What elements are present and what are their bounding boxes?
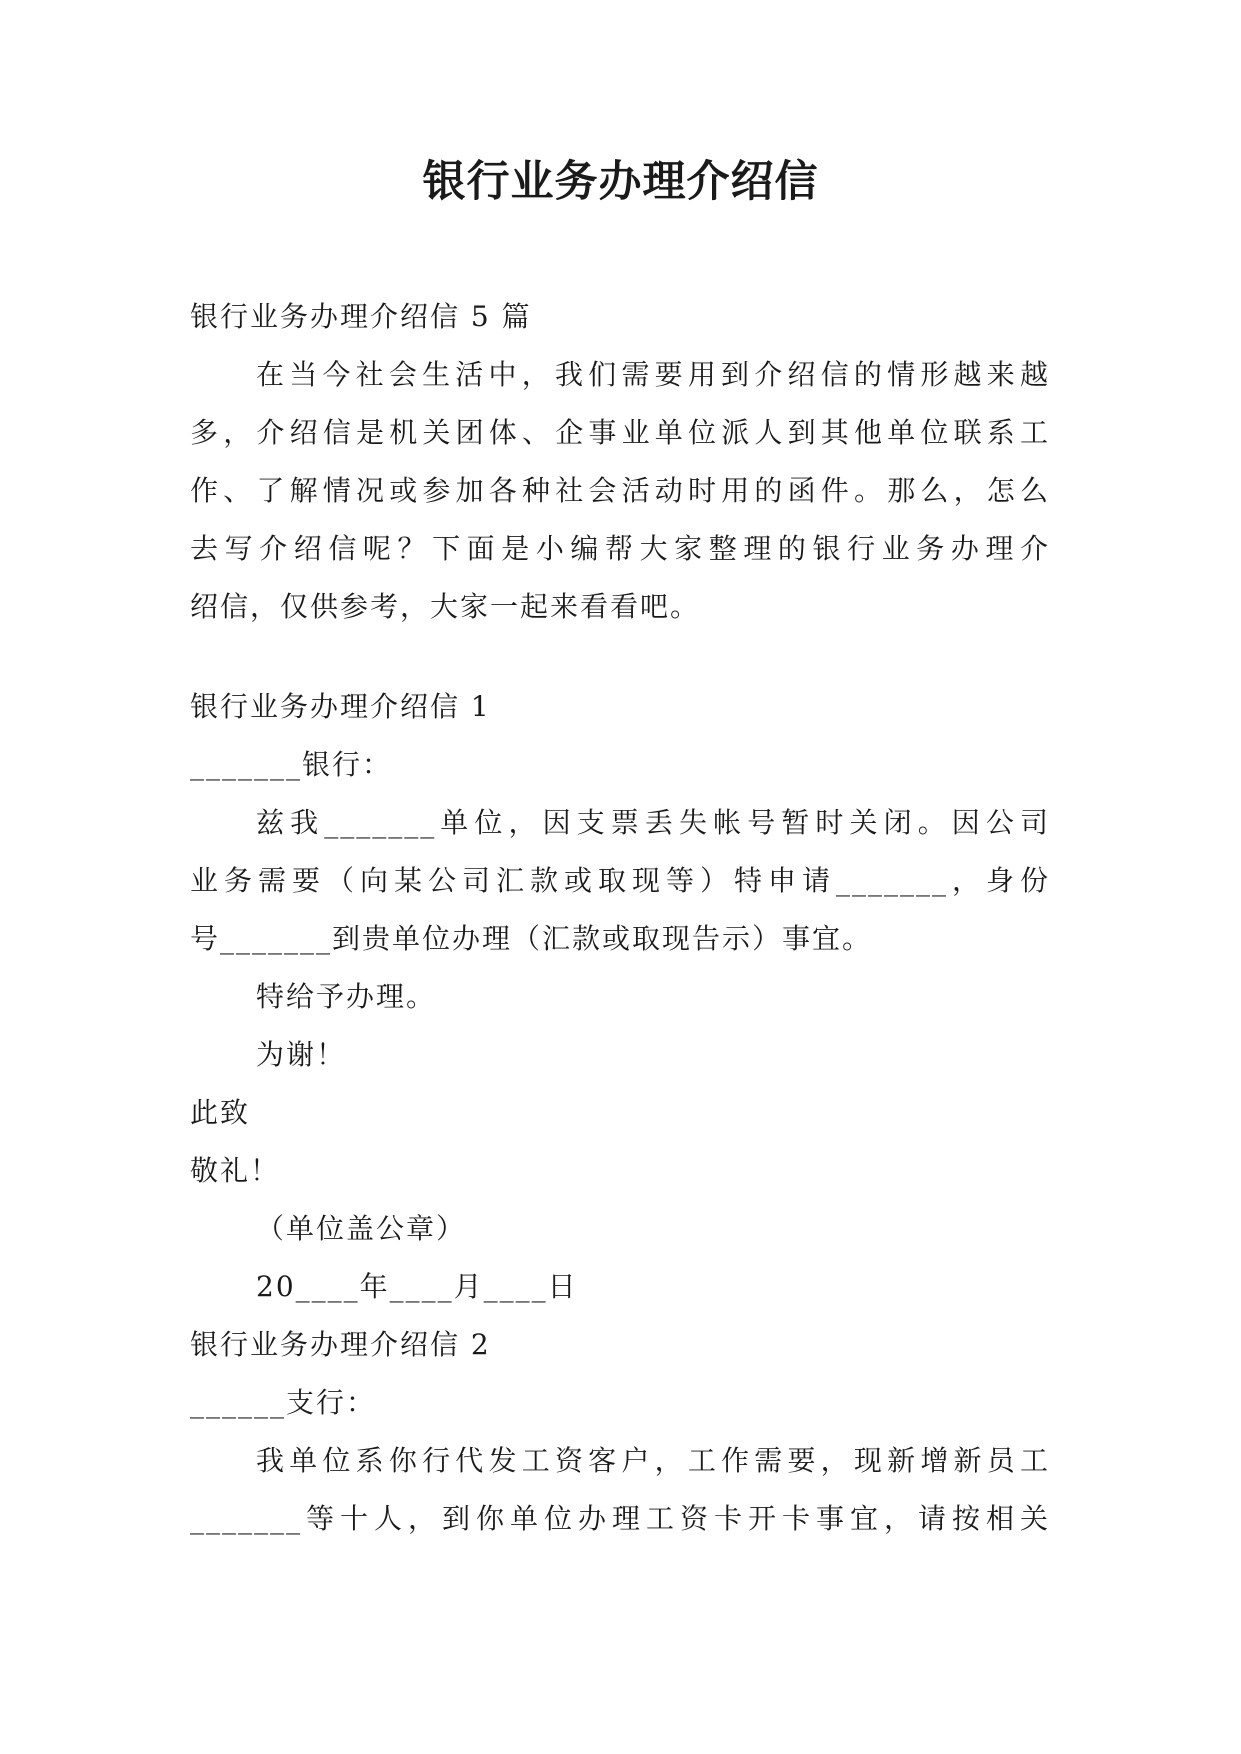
letter-1 xyxy=(190,678,1050,1316)
letter-seal: （单位盖公章） xyxy=(256,1212,467,1245)
paragraph-line: 作、了解情况或参加各种社会活动时用的函件。那么，怎么 xyxy=(190,474,1050,507)
document-title: 银行业务办理介绍信 xyxy=(422,157,819,207)
letter-heading: 银行业务办理介绍信 2 xyxy=(190,1328,491,1361)
paragraph-line: 我单位系你行代发工资客户，工作需要，现新增新员工 xyxy=(256,1444,1050,1477)
letter-salutation: 敬礼！ xyxy=(190,1154,281,1187)
intro-paragraph xyxy=(190,346,1050,636)
section-heading: 银行业务办理介绍信 5 篇 xyxy=(190,300,532,333)
paragraph-line: _______等十人，到你单位办理工资卡开卡事宜，请按相关 xyxy=(190,1502,1050,1535)
paragraph-line: 在当今社会生活中，我们需要用到介绍信的情形越来越 xyxy=(256,358,1050,391)
paragraph-line: 业务需要（向某公司汇款或取现等）特申请_______，身份 xyxy=(190,864,1050,897)
paragraph-line: 去写介绍信呢？下面是小编帮大家整理的银行业务办理介 xyxy=(190,532,1050,565)
spacer xyxy=(190,636,1050,678)
document-body xyxy=(190,288,1050,1548)
letter-request: 特给予办理。 xyxy=(256,980,437,1013)
letter-addressee: _______银行： xyxy=(190,748,393,781)
letter-2 xyxy=(190,1316,1050,1548)
paragraph-line: 绍信，仅供参考，大家一起来看看吧。 xyxy=(190,590,701,623)
letter-addressee: ______支行： xyxy=(190,1386,377,1419)
letter-heading: 银行业务办理介绍信 1 xyxy=(190,690,491,723)
letter-closing: 此致 xyxy=(190,1096,251,1129)
letter-date: 20____年____月____日 xyxy=(256,1270,578,1303)
paragraph-line: 号_______到贵单位办理（汇款或取现告示）事宜。 xyxy=(190,922,873,955)
paragraph-line: 兹我_______单位，因支票丢失帐号暂时关闭。因公司 xyxy=(256,806,1050,839)
letter-thanks: 为谢！ xyxy=(256,1038,347,1071)
paragraph-line: 多，介绍信是机关团体、企事业单位派人到其他单位联系工 xyxy=(190,416,1050,449)
